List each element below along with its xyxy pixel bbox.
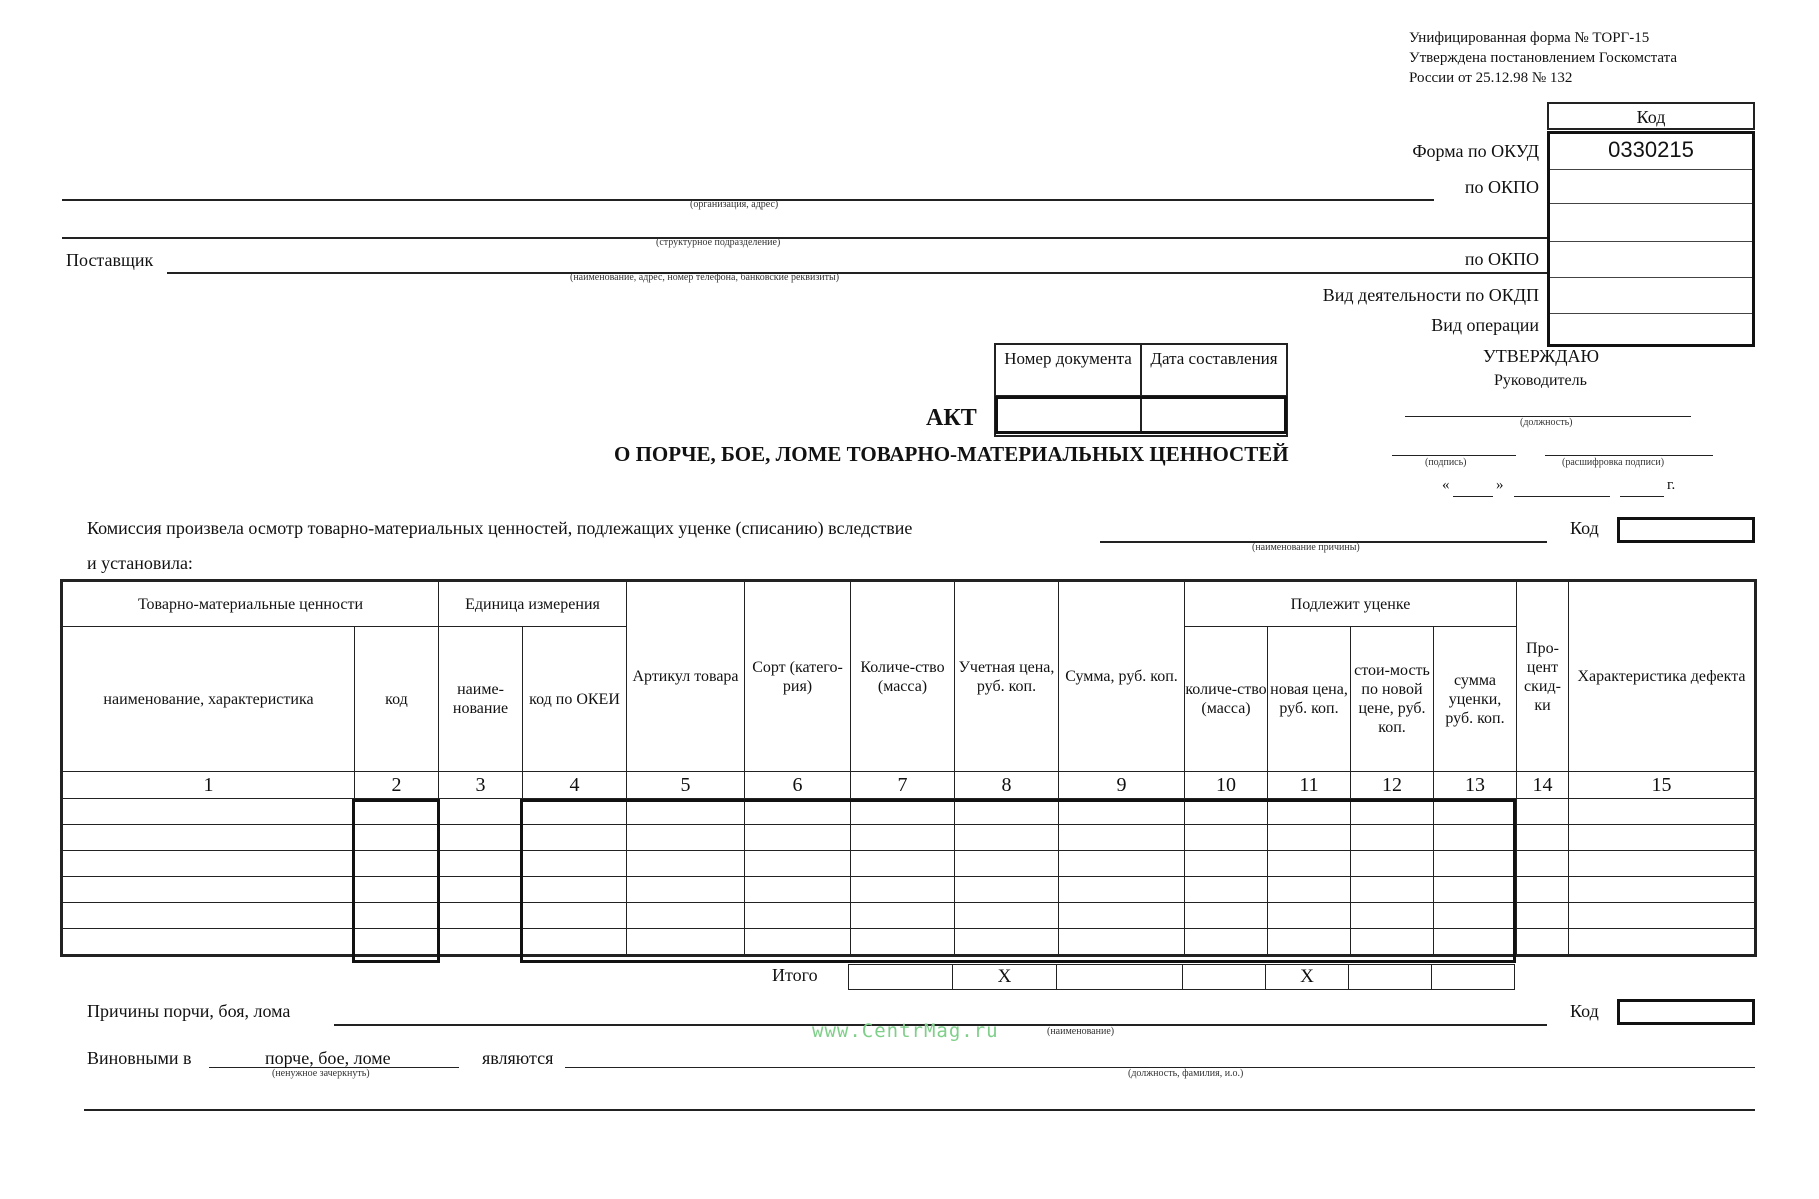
table-cell[interactable] [439,825,523,851]
table-cell[interactable] [1434,799,1517,825]
okud-label: Форма по ОКУД [1412,141,1539,161]
table-cell[interactable] [63,825,355,851]
total-new-price-x: Х [1266,965,1349,990]
okdp-code-field[interactable] [1550,278,1752,314]
header-new-price: новая цена, руб. коп. [1268,627,1351,772]
table-row [63,825,1755,851]
operation-label: Вид операции [1431,315,1539,335]
table-cell[interactable] [1569,799,1755,825]
day-line[interactable] [1453,496,1493,497]
table-cell[interactable] [627,851,745,877]
supplier-label: Поставщик [66,250,154,270]
table-cell[interactable] [851,799,955,825]
table-cell[interactable] [1434,929,1517,955]
approve-label: УТВЕРЖДАЮ [1483,346,1600,366]
column-number: 14 [1517,772,1569,799]
table-cell[interactable] [1185,877,1268,903]
subdivision-code-field[interactable] [1550,204,1752,242]
table-cell[interactable] [1185,929,1268,955]
table-cell[interactable] [1351,851,1434,877]
quote-open: « [1442,477,1450,493]
commission-kod-label: Код [1570,518,1599,538]
table-cell[interactable] [745,903,851,929]
total-new-cost-cell[interactable] [1349,965,1432,990]
table-row [63,799,1755,825]
table-cell[interactable] [1185,851,1268,877]
column-number: 9 [1059,772,1185,799]
document-date-field[interactable] [1142,399,1284,431]
table-cell[interactable] [1268,799,1351,825]
table-cell[interactable] [851,929,955,955]
total-row [848,964,1515,990]
table-cell[interactable] [523,903,627,929]
table-cell[interactable] [851,851,955,877]
supplier-okpo-code-field[interactable] [1550,242,1752,278]
table-cell[interactable] [1351,903,1434,929]
guilty-caption: (ненужное зачеркнуть) [272,1068,370,1079]
reasons-caption: (наименование) [1047,1026,1115,1037]
table-cell[interactable] [1517,877,1569,903]
table-cell[interactable] [1434,877,1517,903]
column-number: 15 [1569,772,1755,799]
document-date-header: Дата составления [1150,349,1278,368]
table-cell[interactable] [355,903,439,929]
position-caption: (должность) [1520,417,1573,428]
established-label: и установила: [87,553,193,573]
table-cell[interactable] [63,799,355,825]
total-markdown-sum-cell[interactable] [1432,965,1515,990]
table-cell[interactable] [63,903,355,929]
year-line[interactable] [1620,496,1664,497]
codes-header: Код [1547,102,1755,130]
header-markdown-group: Подлежит уценке [1185,582,1517,627]
table-cell[interactable] [745,851,851,877]
table-cell[interactable] [1351,877,1434,903]
header-sum: Сумма, руб. коп. [1059,582,1185,772]
commission-text: Комиссия произвела осмотр товарно-материальных ценностей, подлежащих уценке (списанию) вследствие [87,518,913,538]
header-unit-name: наиме-нование [439,627,523,772]
reasons-label: Причины порчи, боя, лома [87,1001,291,1021]
table-cell[interactable] [1569,929,1755,955]
table-cell[interactable] [851,903,955,929]
table-cell[interactable] [523,877,627,903]
quote-close: » [1496,477,1504,493]
table-cell[interactable] [63,851,355,877]
subdivision-line[interactable] [62,237,1547,239]
document-title: АКТ [926,405,977,431]
data-rows [63,799,1755,955]
year-suffix: г. [1667,477,1676,493]
total-markdown-quantity-cell[interactable] [1183,965,1266,990]
head-label: Руководитель [1494,372,1587,389]
table-cell[interactable] [1185,825,1268,851]
reasons-kod-field[interactable] [1617,999,1755,1025]
total-price-x: Х [953,965,1057,990]
table-cell[interactable] [439,851,523,877]
header-goods-name: наименование, характеристика [63,627,355,772]
column-number: 10 [1185,772,1268,799]
table-cell[interactable] [439,877,523,903]
total-quantity-cell[interactable] [849,965,953,990]
header-discount-percent: Про-цент скид-ки [1517,582,1569,772]
header-grade: Сорт (катего-рия) [745,582,851,772]
table-cell[interactable] [1434,825,1517,851]
table-cell[interactable] [355,929,439,955]
column-number: 7 [851,772,955,799]
table-cell[interactable] [745,877,851,903]
decoding-line[interactable] [1545,455,1713,456]
column-number: 11 [1268,772,1351,799]
header-unit-group: Единица измерения [439,582,627,627]
table-cell[interactable] [63,877,355,903]
table-cell[interactable] [1059,903,1185,929]
subdivision-caption: (структурное подразделение) [656,237,781,248]
table-cell[interactable] [1517,929,1569,955]
codes-box [1547,131,1755,347]
column-number: 6 [745,772,851,799]
table-cell[interactable] [1059,877,1185,903]
okud-code-field[interactable]: 0330215 [1550,134,1752,170]
table-cell[interactable] [627,929,745,955]
form-name: Унифицированная форма № ТОРГ-15 [1409,30,1650,46]
table-cell[interactable] [355,877,439,903]
header-goods-group: Товарно-материальные ценности [63,582,439,627]
reasons-kod-label: Код [1570,1001,1599,1021]
watermark: www.CentrMag.ru [812,1020,999,1042]
table-cell[interactable] [1351,799,1434,825]
supplier-okpo-label: по ОКПО [1464,249,1539,269]
column-number: 8 [955,772,1059,799]
table-cell[interactable] [851,825,955,851]
table-cell[interactable] [1185,903,1268,929]
header-book-price: Учетная цена, руб. коп. [955,582,1059,772]
table-cell[interactable] [627,903,745,929]
table-row [63,929,1755,955]
column-number: 3 [439,772,523,799]
header-okei-code: код по ОКЕИ [523,627,627,772]
table-cell[interactable] [1569,851,1755,877]
organization-caption: (организация, адрес) [690,199,779,210]
table-cell[interactable] [1059,825,1185,851]
header-quantity: Количе-ство (масса) [851,582,955,772]
table-row [63,851,1755,877]
table-cell[interactable] [1059,799,1185,825]
table-cell[interactable] [627,799,745,825]
table-cell[interactable] [1185,799,1268,825]
reason-caption: (наименование причины) [1252,542,1360,553]
decree-date: России от 25.12.98 № 132 [1409,70,1573,86]
table-cell[interactable] [1268,825,1351,851]
document-number-header: Номер документа [996,345,1142,395]
table-cell[interactable] [1517,851,1569,877]
okpo-label: по ОКПО [1464,177,1539,197]
table-cell[interactable] [627,825,745,851]
column-number: 2 [355,772,439,799]
table-cell[interactable] [745,929,851,955]
table-cell[interactable] [1517,799,1569,825]
header-new-cost: стои-мость по новой цене, руб. коп. [1351,627,1434,772]
table-cell[interactable] [1434,903,1517,929]
signature-line[interactable] [1392,455,1516,456]
column-number: 13 [1434,772,1517,799]
table-cell[interactable] [1569,877,1755,903]
table-cell[interactable] [1268,903,1351,929]
okdp-label: Вид деятельности по ОКДП [1322,285,1539,305]
table-cell[interactable] [1569,903,1755,929]
column-number: 5 [627,772,745,799]
table-cell[interactable] [1517,903,1569,929]
table-row [63,877,1755,903]
table-cell[interactable] [1268,877,1351,903]
document-subtitle: О ПОРЧЕ, БОЕ, ЛОМЕ ТОВАРНО-МАТЕРИАЛЬНЫХ ЦЕННОСТЕЙ [614,442,1289,466]
supplier-caption: (наименование, адрес, номер телефона, банковские реквизиты) [570,272,840,283]
table-cell[interactable] [955,877,1059,903]
goods-table [62,581,1755,955]
month-line[interactable] [1514,496,1610,497]
guilty-label: Виновными в [87,1048,192,1068]
table-cell[interactable] [439,903,523,929]
table-cell[interactable] [523,851,627,877]
table-cell[interactable] [955,851,1059,877]
header-defect: Характеристика дефекта [1569,582,1755,772]
table-cell[interactable] [355,825,439,851]
table-cell[interactable] [1351,825,1434,851]
table-cell[interactable] [1059,851,1185,877]
header-markdown-quantity: количе-ство (масса) [1185,627,1268,772]
table-cell[interactable] [523,799,627,825]
total-sum-cell[interactable] [1057,965,1183,990]
table-cell[interactable] [1569,825,1755,851]
table-cell[interactable] [439,799,523,825]
table-cell[interactable] [439,929,523,955]
table-cell[interactable] [955,929,1059,955]
table-cell[interactable] [1434,851,1517,877]
guilty-value: порче, бое, ломе [265,1048,391,1068]
table-cell[interactable] [1268,929,1351,955]
table-cell[interactable] [523,825,627,851]
commission-kod-field[interactable] [1617,517,1755,543]
supplier-line[interactable] [167,272,1547,274]
table-cell[interactable] [955,903,1059,929]
are-label: являются [482,1048,554,1068]
table-cell[interactable] [1268,851,1351,877]
table-cell[interactable] [1351,929,1434,955]
table-cell[interactable] [63,929,355,955]
persons-caption: (должность, фамилия, и.о.) [1128,1068,1244,1079]
header-markdown-sum: сумма уценки, руб. коп. [1434,627,1517,772]
document-number-field[interactable] [998,399,1142,431]
table-cell[interactable] [745,825,851,851]
table-cell[interactable] [745,799,851,825]
decoding-caption: (расшифровка подписи) [1562,457,1665,468]
bottom-line[interactable] [84,1109,1755,1111]
signature-caption: (подпись) [1425,457,1467,468]
table-cell[interactable] [355,799,439,825]
header-goods-code: код [355,627,439,772]
table-row [63,903,1755,929]
document-number-date-box [994,343,1288,437]
table-cell[interactable] [1059,929,1185,955]
column-number: 4 [523,772,627,799]
table-cell[interactable] [955,799,1059,825]
table-cell[interactable] [523,929,627,955]
table-cell[interactable] [955,825,1059,851]
total-label: Итого [772,965,818,985]
form-header-note [1409,28,1677,88]
column-number: 1 [63,772,355,799]
table-cell[interactable] [355,851,439,877]
operation-code-field[interactable] [1550,314,1752,344]
header-article: Артикул товара [627,582,745,772]
table-cell[interactable] [1517,825,1569,851]
table-cell[interactable] [851,877,955,903]
approval-decree: Утверждена постановлением Госкомстата [1409,50,1678,66]
table-cell[interactable] [627,877,745,903]
column-number: 12 [1351,772,1434,799]
okpo-code-field[interactable] [1550,170,1752,204]
